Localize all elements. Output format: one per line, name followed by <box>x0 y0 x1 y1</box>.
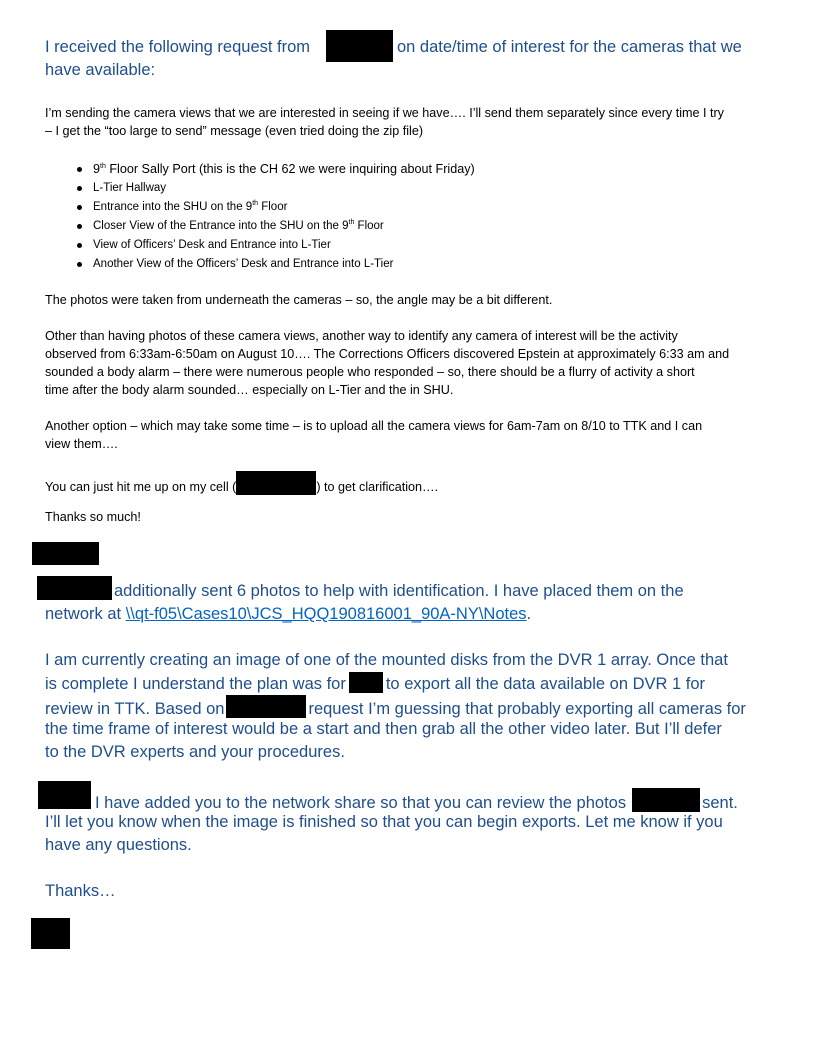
p2-line2-end: to export all the data available on DVR 1 for <box>385 675 706 693</box>
redaction-box <box>32 542 99 565</box>
paragraph-line: observed from 6:33am-6:50am on August 10…. The Corrections Officers discovered Epstein at approximately 6:33 am and <box>45 347 730 361</box>
redaction-box <box>31 918 70 949</box>
body-p3-line-3: have any questions. <box>45 836 192 854</box>
body-p3-line-2: I’ll let you know when the image is finished so that you can begin exports. Let me know if you <box>45 813 723 831</box>
request-paragraph-4 <box>45 417 702 453</box>
camera-view-text: Entrance into the SHU on the 9 <box>93 201 253 213</box>
redaction-box <box>38 781 91 809</box>
body-p2-line-2 <box>45 672 705 696</box>
redaction-box <box>236 471 316 495</box>
paragraph-line: view them…. <box>45 437 118 451</box>
intro-line-2: have available: <box>45 61 156 79</box>
superscript: th <box>100 162 106 170</box>
cell-text-end: ) to get clarification…. <box>316 480 439 494</box>
network-text: network at <box>45 605 126 623</box>
request-paragraph-6: Thanks so much! <box>45 510 141 524</box>
intro-text-end: on date/time of interest for the cameras that we <box>397 38 742 56</box>
paragraph-line: Other than having photos of these camera views, another way to identify any camera of interest will be the activity <box>45 329 678 343</box>
camera-view-text-end: Floor <box>258 201 288 213</box>
redaction-box <box>326 30 393 62</box>
camera-view-text: L-Tier Hallway <box>93 182 167 194</box>
camera-view-text: Closer View of the Entrance into the SHU on the 9 <box>93 220 349 232</box>
body-p2-line-5: to the DVR experts and your procedures. <box>45 743 345 761</box>
request-paragraph-3 <box>45 327 729 399</box>
paragraph-line: time after the body alarm sounded… especially on L-Tier and the in SHU. <box>45 383 454 397</box>
body-p1-line-2 <box>45 603 531 626</box>
paragraph-line: Another option – which may take some time – is to upload all the camera views for 6am-7am on 8/10 to TTK and I can <box>45 419 703 433</box>
intro-text-start: I received the following request from <box>45 38 311 56</box>
p2-line2-start: is complete I understand the plan was for <box>45 675 346 693</box>
request-p1-line-1: I’m sending the camera views that we are interested in seeing if we have…. I’ll send them separately since every time I try <box>45 106 724 120</box>
request-p1-line-2: – I get the “too large to send” message (even tried doing the zip file) <box>45 124 424 138</box>
superscript: th <box>252 200 259 208</box>
body-p2-line-4: the time frame of interest would be a start and then grab all the other video later. But I’ll defer <box>45 720 722 738</box>
request-paragraph-2: The photos were taken from underneath the cameras – so, the angle may be a bit different. <box>45 293 553 307</box>
camera-view-text: 9 <box>93 162 101 176</box>
request-paragraph-5 <box>45 471 438 496</box>
body-p2-line-1: I am currently creating an image of one of the mounted disks from the DVR 1 array. Once that <box>45 651 728 669</box>
redaction-box <box>37 576 112 600</box>
network-share-link[interactable]: \\qt-f05\Cases10\JCS_HQQ190816001_90A-NY\Notes <box>125 605 527 623</box>
intro-line-1 <box>45 36 310 59</box>
closing-text: Thanks… <box>45 882 116 900</box>
camera-views-list <box>45 160 745 274</box>
camera-view-item <box>45 179 745 198</box>
superscript: th <box>348 219 355 227</box>
camera-view-item <box>45 160 745 179</box>
p3-line1-start: I have added you to the network share so that you can review the photos <box>95 794 627 812</box>
camera-view-text: View of Officers’ Desk and Entrance into L-Tier <box>93 239 331 251</box>
paragraph-line: sounded a body alarm – there were numerous people who responded – so, there should be a flurry of activity a short <box>45 365 695 379</box>
redaction-box <box>226 695 306 718</box>
camera-view-item <box>45 217 745 236</box>
redaction-box <box>632 788 700 812</box>
cell-text-start: You can just hit me up on my cell ( <box>45 480 237 494</box>
camera-view-item <box>45 236 745 255</box>
p2-line3-end: request I’m guessing that probably exporting all cameras for <box>308 700 746 718</box>
camera-view-item <box>45 198 745 217</box>
body-p1-line-1: additionally sent 6 photos to help with identification. I have placed them on the <box>114 582 684 600</box>
p3-line1-end: sent. <box>702 794 738 812</box>
camera-view-text-end: Floor Sally Port (this is the CH 62 we were inquiring about Friday) <box>105 162 475 176</box>
camera-view-item <box>45 255 745 274</box>
redaction-box <box>349 672 383 693</box>
request-paragraph-1 <box>45 104 785 140</box>
camera-view-text-end: Floor <box>354 220 384 232</box>
p2-line3-start: review in TTK. Based on <box>45 700 225 718</box>
network-text-end: . <box>526 605 532 623</box>
camera-view-text: Another View of the Officers’ Desk and Entrance into L-Tier <box>93 258 394 270</box>
